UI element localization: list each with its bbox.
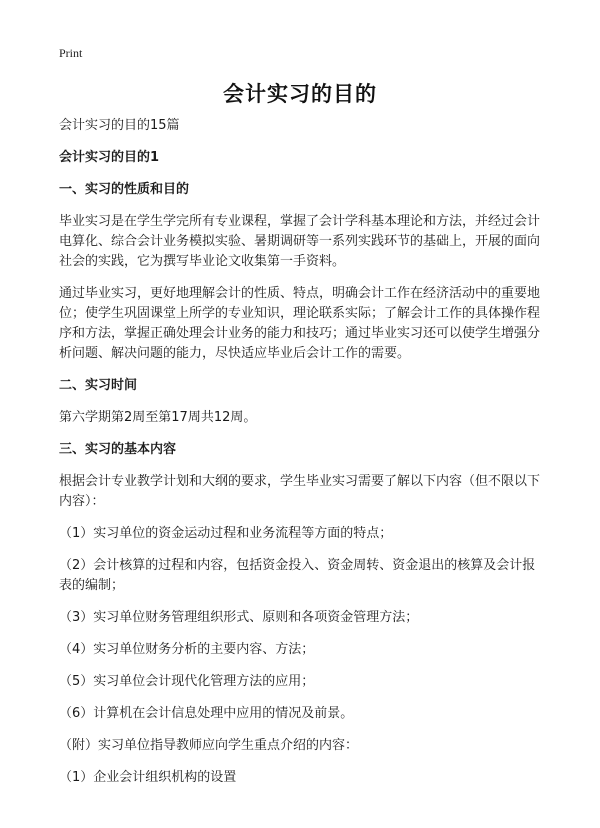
list-item: （2）会计核算的过程和内容，包括资金投入、资金周转、资金退出的核算及会计报表的编制； [59,558,536,593]
section-heading-time: 二、实习时间 [59,378,138,393]
section-heading-content: 三、实习的基本内容 [59,442,177,457]
document-subtitle: 会计实习的目的15篇 [59,118,180,133]
section-heading-nature-purpose: 一、实习的性质和目的 [59,182,190,197]
part-heading: 会计实习的目的1 [59,150,160,165]
paragraph-purpose: 通过毕业实习，更好地理解会计的性质、特点，明确会计工作在经济活动中的重要地位；使学生巩固课堂上所学的专业知识，理论联系实际；了解会计工作的具体操作程序和方法，掌握正确处理会计业务的能力和技巧；通过毕业实习还可以使学生增强分析问题、解决问题的能力，尽快适应毕业后会计工作的需要。 [59,286,541,361]
list-item: （1）企业会计组织机构的设置 [59,770,237,785]
list-item: （5）实习单位会计现代化管理方法的应用； [59,674,315,689]
list-item: （1）实习单位的资金运动过程和业务流程等方面的特点； [59,526,393,541]
paragraph-time: 第六学期第2周至第17周共12周。 [59,410,257,425]
paragraph-content-intro: 根据会计专业教学计划和大纲的要求，学生毕业实习需要了解以下内容（但不限以下内容）： [59,474,541,509]
list-item: （3）实习单位财务管理组织形式、原则和各项资金管理方法； [59,610,419,625]
document-body [59,116,547,800]
document-title: 会计实习的目的 [223,82,377,106]
print-link[interactable]: Print [59,46,83,60]
list-item: （附）实习单位指导教师应向学生重点介绍的内容： [59,738,359,753]
list-item: （4）实习单位财务分析的主要内容、方法； [59,642,315,657]
list-item: （6）计算机在会计信息处理中应用的情况及前景。 [59,706,354,721]
paragraph-nature: 毕业实习是在学生学完所有专业课程，掌握了会计学科基本理论和方法，并经过会计电算化、综合会计业务模拟实验、暑期调研等一系列实践环节的基础上，开展的面向社会的实践，它为撰写毕业论文收集第一手资料。 [59,214,541,269]
